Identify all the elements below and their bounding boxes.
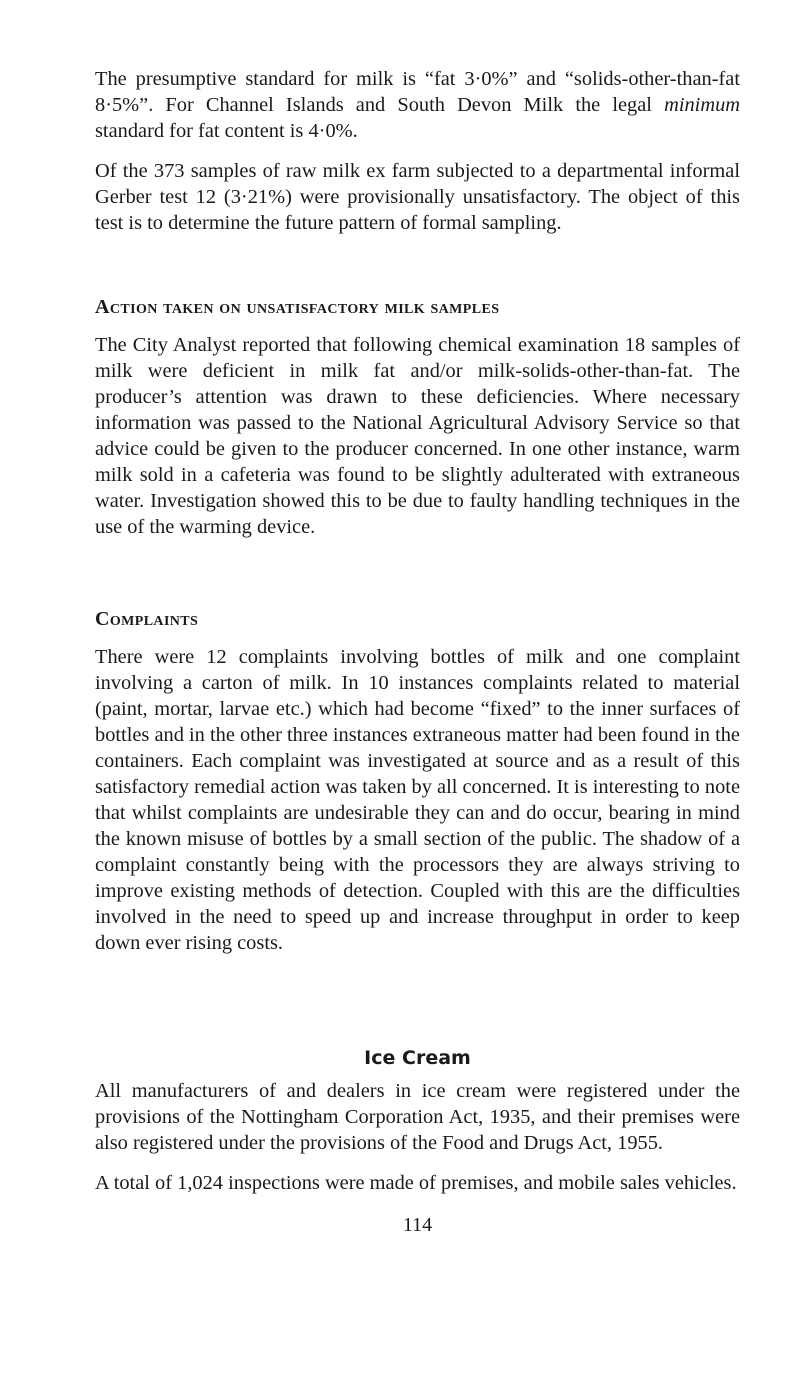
raw-milk-samples-paragraph: Of the 373 samples of raw milk ex farm subjected to a departmental informal Gerber test 12 (3·21%) were provisionally unsatisfactory. The object of this test is to determine the future pattern of formal sampling. <box>95 160 740 234</box>
complaints-paragraph: There were 12 complaints involving bottles of milk and one complaint involving a carton of milk. In 10 instances complaints related to material (paint, mortar, larvae etc.) which had become “fixed” to the inner surfaces of bottles and in the other three instances extraneous matter had been found in the containers. Each complaint was investigated at source and as a result of this satisfactory remedial action was taken by all concerned. It is interesting to note that whilst complaints are undesirable they can and do occur, bearing in mind the known misuse of bottles by a small section of the public. The shadow of a complaint constantly being with the processors they are always striving to improve existing methods of detection. Coupled with this are the difficulties involved in the need to speed up and increase throughput in order to keep down ever rising costs. <box>95 646 740 954</box>
ice-cream-registration-paragraph: All manufacturers of and dealers in ice cream were registered under the provisions of the Nottingham Corporation Act, 1935, and their premises were also registered under the provisions of the Food and Drugs Act, 1955. <box>95 1080 740 1154</box>
milk-standard-text-start: The presumptive standard for milk is “fat 3·0%” and “solids-other-than-fat 8·5%”. For Channel Islands and South Devon Milk the legal <box>95 68 740 116</box>
milk-standard-paragraph <box>95 66 740 144</box>
page-number: 114 <box>402 1214 433 1236</box>
action-taken-paragraph: The City Analyst reported that following chemical examination 18 samples of milk were deficient in milk fat and/or milk-solids-other-than-fat. The producer’s attention was drawn to these deficiencies. Where necessary information was passed to the National Agricultural Advisory Service so that advice could be given to the producer concerned. In one other instance, warm milk sold in a cafeteria was found to be slightly adulterated with extraneous water. Investigation showed this to be due to faulty handling techniques in the use of the warming device. <box>95 334 740 538</box>
complaints-heading: Complaints <box>95 608 199 630</box>
ice-cream-heading: Ice Cream <box>364 1047 471 1069</box>
milk-standard-text-end: standard for fat content is 4·0%. <box>95 120 358 142</box>
ice-cream-inspections-paragraph: A total of 1,024 inspections were made of premises, and mobile sales vehicles. <box>95 1172 737 1194</box>
document-page <box>95 66 740 1238</box>
milk-standard-emphasis: minimum <box>664 94 740 116</box>
action-taken-heading: Action taken on unsatisfactory milk samples <box>95 296 500 318</box>
